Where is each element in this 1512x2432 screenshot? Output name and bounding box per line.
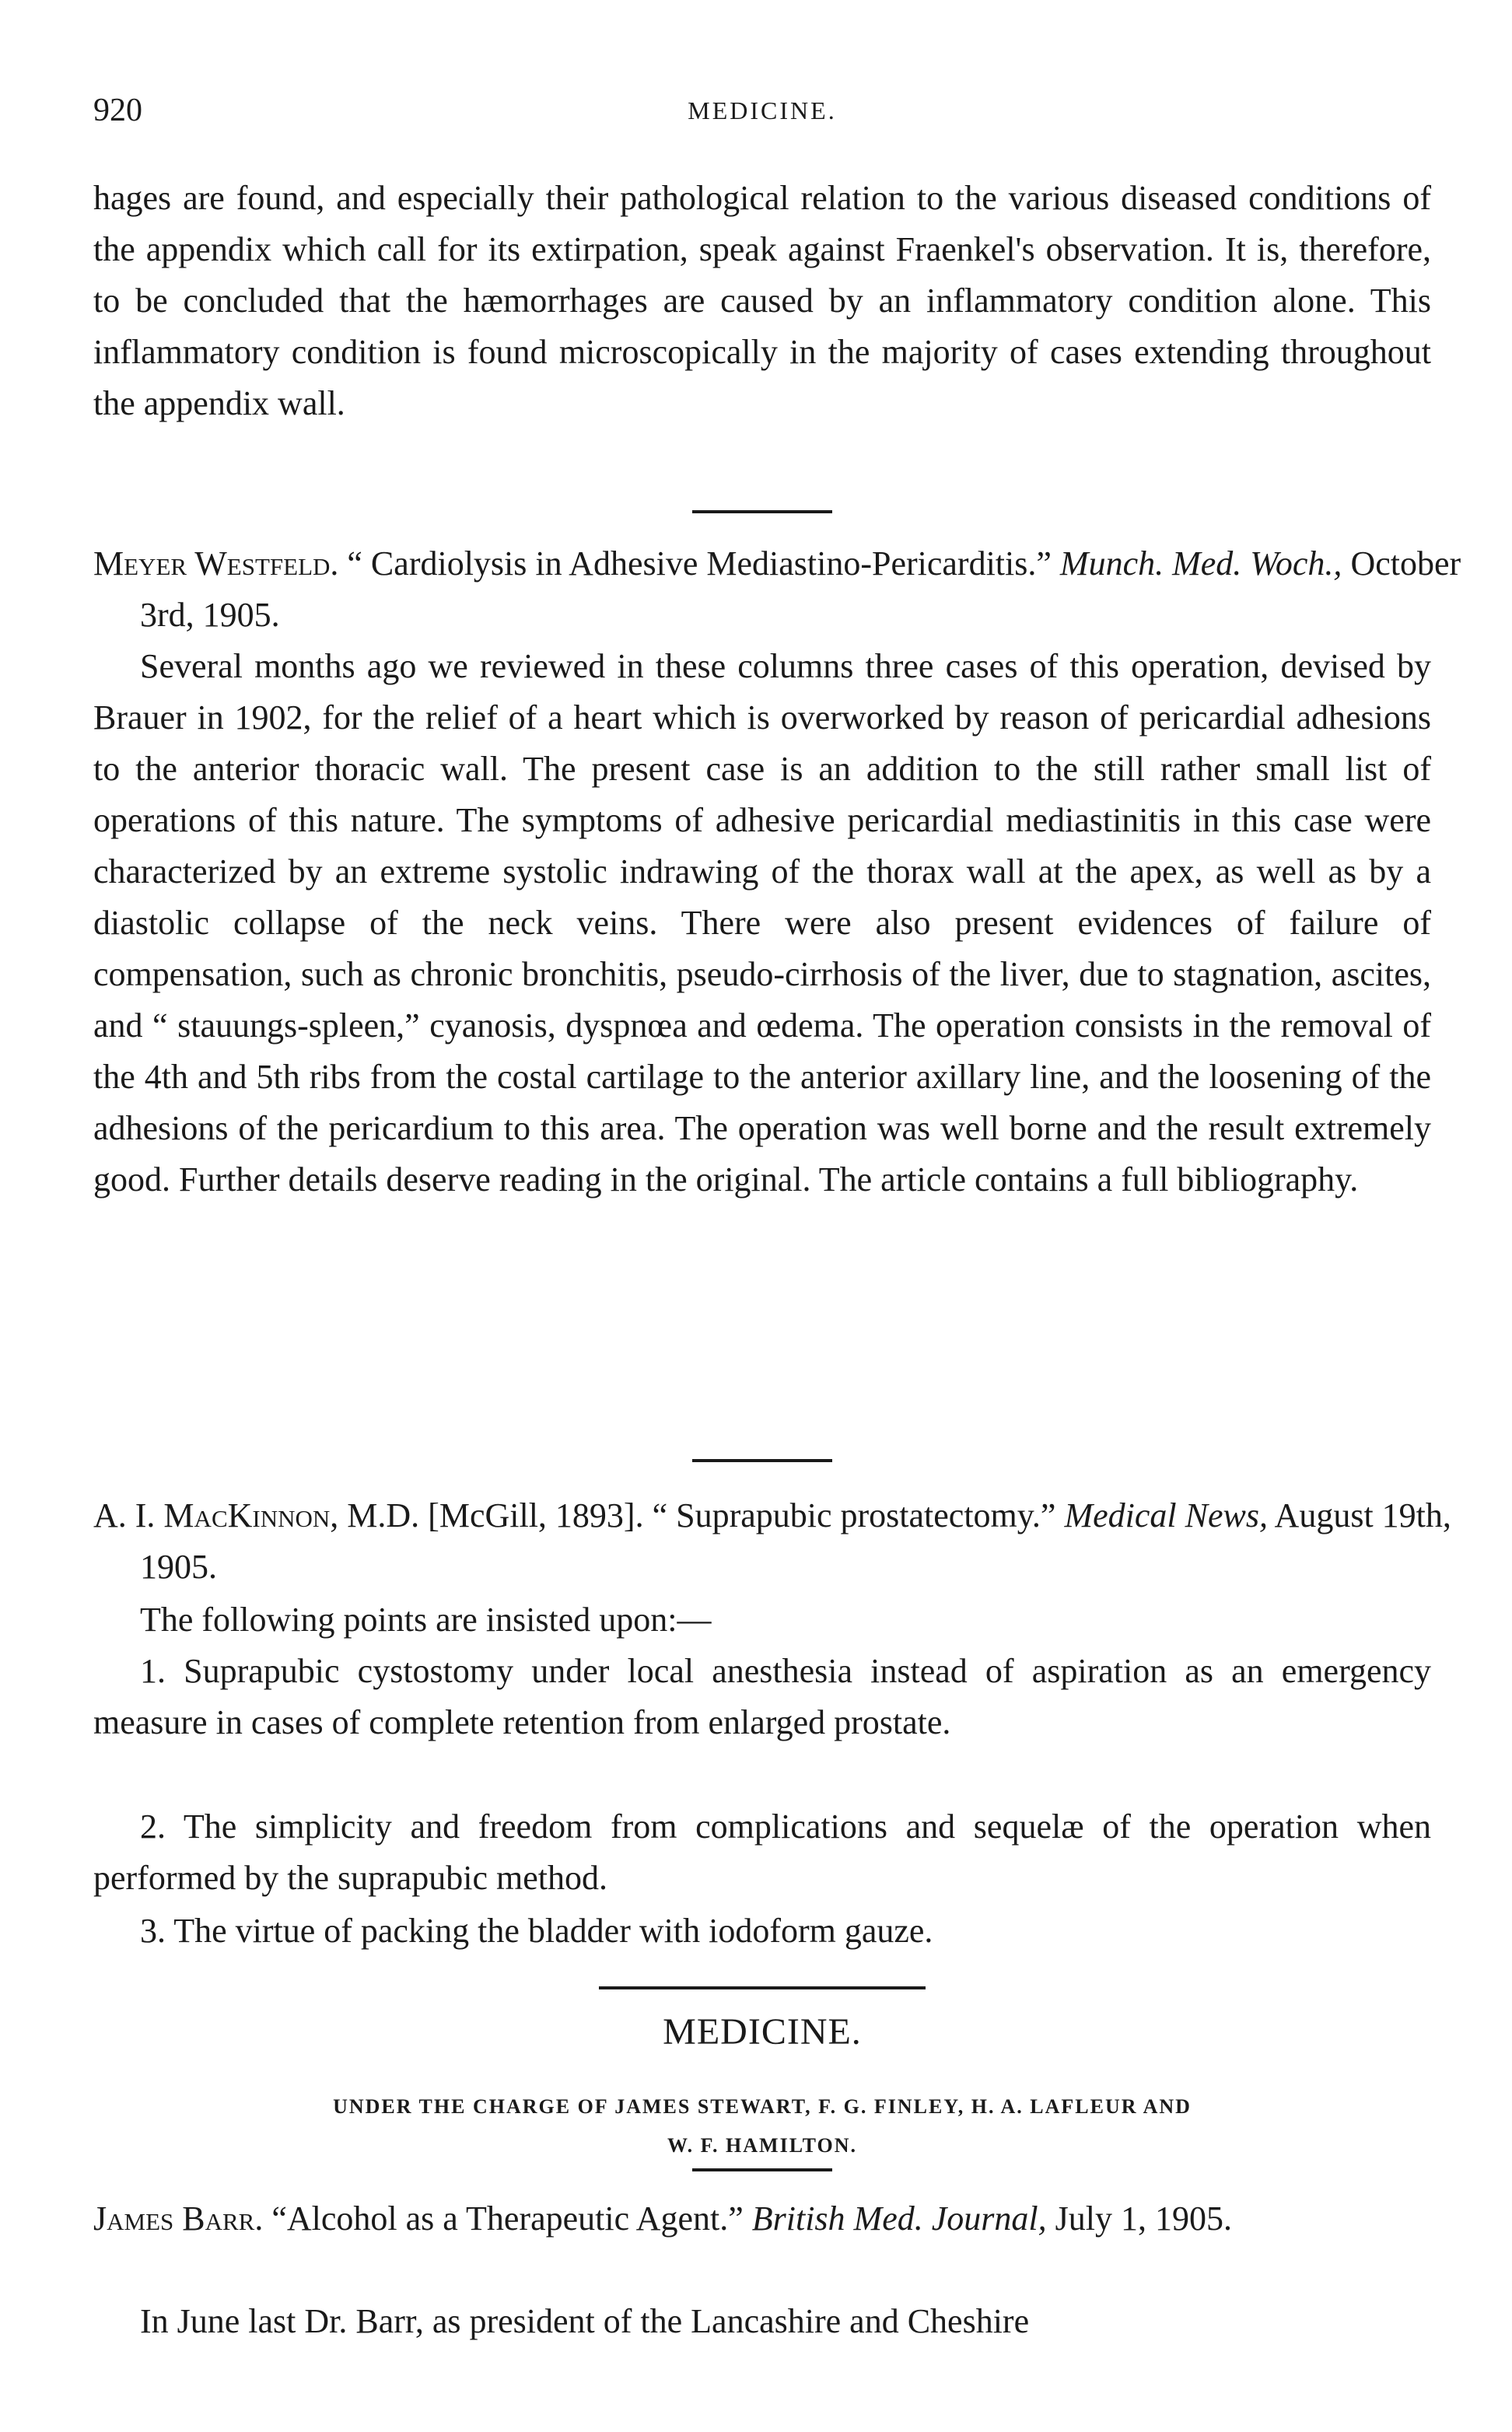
review-author: Meyer Westfeld. xyxy=(93,544,339,583)
review-credentials: M.D. [McGill, 1893]. xyxy=(347,1496,644,1534)
section-divider xyxy=(93,510,1431,513)
review-title: “Alcohol as a Therapeutic Agent.” xyxy=(271,2199,744,2238)
running-head: MEDICINE. xyxy=(688,96,837,124)
review-title: “ Cardiolysis in Adhesive Mediastino-Pericarditis.” xyxy=(347,544,1052,583)
continued-paragraph: hages are found, and especially their pathological relation to the various diseased conditions of the appendix which call for its extirpation, speak against Fraenkel's observation. It is, therefore, to be concluded that the hæmorrhages are caused by an inflammatory condition alone. This inflammatory condition is found microscopically in the majority of cases extending throughout the appendix wall. xyxy=(93,179,1431,422)
review-date: July 1, 1905. xyxy=(1055,2199,1232,2238)
review-author: A. I. MacKinnon, xyxy=(93,1496,339,1534)
review-body-barr: In June last Dr. Barr, as president of the Lancashire and Cheshire xyxy=(140,2302,1030,2340)
section-title: MEDICINE. xyxy=(663,2011,862,2052)
section-divider xyxy=(93,1459,1431,1462)
list-item: 2. The simplicity and freedom from complications and sequelæ of the operation when performed by the suprapubic method. xyxy=(93,1807,1431,1897)
review-body-westfeld: Several months ago we reviewed in these columns three cases of this operation, devised by Brauer in 1902, for the relief of a heart which is overworked by reason of pericardial adhesions to the anterior thoracic wall. The present case is an addition to the still rather small list of operations of this nature. The symptoms of adhesive pericardial mediastinitis in this case were characterized by an extreme systolic indrawing of the thorax wall at the apex, as well as by a diastolic collapse of the neck veins. There were also present evidences of failure of compensation, such as chronic bronchitis, pseudo-cirrhosis of the liver, due to stagnation, ascites, and “ stauungs-spleen,” cyanosis, dyspnœa and œdema. The operation consists in the removal of the 4th and 5th ribs from the costal cartilage to the anterior axillary line, and the loosening of the adhesions of the pericardium to this area. The operation was well borne and the result extremely good. Further details deserve reading in the original. The article contains a full bibliography. xyxy=(93,647,1431,1199)
page-header xyxy=(93,92,1431,138)
review-journal: Munch. Med. Woch., xyxy=(1059,544,1342,583)
review-citation-barr xyxy=(93,2193,1478,2245)
review-date: August 19th, 1905. xyxy=(140,1496,1451,1586)
section-divider xyxy=(93,1986,1431,1989)
review-journal: Medical News, xyxy=(1064,1496,1268,1534)
review-journal: British Med. Journal, xyxy=(751,2199,1047,2238)
review-title: “ Suprapubic prostatectomy.” xyxy=(652,1496,1056,1534)
page-number: 920 xyxy=(93,93,142,128)
review-date: October 3rd, 1905. xyxy=(140,544,1461,634)
list-item: 3. The virtue of packing the bladder with iodoform gauze. xyxy=(140,1912,933,1950)
review-citation-westfeld xyxy=(93,538,1478,641)
review-intro: The following points are insisted upon:— xyxy=(140,1601,712,1639)
review-author: James Barr. xyxy=(93,2199,264,2238)
section-charge-line: W. F. HAMILTON. xyxy=(667,2134,858,2157)
review-citation-mackinnon xyxy=(93,1490,1478,1593)
section-charge-line: UNDER THE CHARGE OF JAMES STEWART, F. G. FINLEY, H. A. LAFLEUR AND xyxy=(333,2095,1192,2118)
list-item: 1. Suprapubic cystostomy under local anesthesia instead of aspiration as an emergency measure in cases of complete retention from enlarged prostate. xyxy=(93,1652,1431,1741)
section-divider xyxy=(93,2168,1431,2171)
